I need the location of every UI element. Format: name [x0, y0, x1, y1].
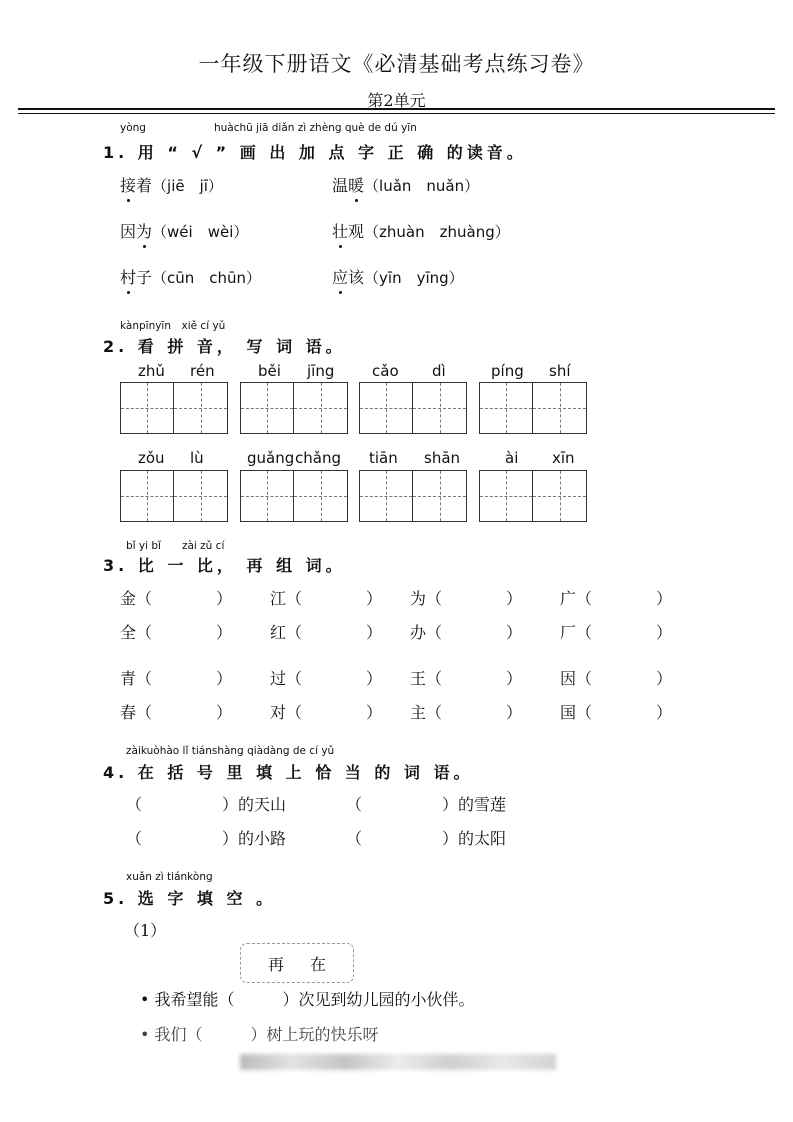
q5-cut-sentence: • 我们（ ）树上玩的快乐呀	[140, 1025, 379, 1044]
q1-item: 因为（wéi wèi）	[120, 219, 248, 242]
q2-word-pinyin: zhǔ	[138, 362, 165, 380]
q4-item: （ ）的雪莲	[346, 795, 507, 814]
q5-pinyin: xuǎn zì tiánkòng	[126, 871, 213, 883]
q5-part-label: （1）	[124, 921, 167, 940]
writing-cell[interactable]	[241, 471, 294, 521]
writing-cell[interactable]	[121, 471, 174, 521]
writing-cell[interactable]	[360, 471, 413, 521]
header-rule-thin	[18, 113, 775, 114]
writing-grid[interactable]	[240, 382, 348, 434]
q2-word-pinyin: píng	[491, 362, 524, 380]
writing-cell[interactable]	[533, 471, 586, 521]
q2-word-pinyin: běi	[258, 362, 281, 380]
q3-item: 办（ ）	[410, 623, 523, 642]
choice-word: 再	[267, 954, 284, 974]
q2-word-pinyin: lù	[190, 449, 204, 467]
writing-cell[interactable]	[121, 383, 174, 433]
writing-cell[interactable]	[533, 383, 586, 433]
q2-word-pinyin: rén	[190, 362, 215, 380]
q2-word-pinyin: guǎng	[247, 449, 295, 467]
writing-cell[interactable]	[174, 471, 227, 521]
writing-cell[interactable]	[480, 383, 533, 433]
q1-item: 温暖（luǎn nuǎn）	[332, 173, 479, 196]
q1-pinyin-a: yòng	[120, 122, 146, 134]
writing-cell[interactable]	[413, 383, 466, 433]
q1-pinyin-b: huàchū jiā diǎn zì zhèng què de dú yīn	[214, 122, 417, 134]
q4-item: （ ）的小路	[126, 829, 287, 848]
q3-item: 金（ ）	[120, 589, 233, 608]
writing-cell[interactable]	[241, 383, 294, 433]
q4-item: （ ）的天山	[126, 795, 287, 814]
q4-item: （ ）的太阳	[346, 829, 507, 848]
q3-item: 红（ ）	[270, 623, 383, 642]
q2-word-pinyin: shān	[424, 449, 461, 467]
q1-title: 1. 用 “ √ ” 画 出 加 点 字 正 确 的读音。	[103, 143, 527, 162]
q3-item: 春（ ）	[120, 703, 233, 722]
q3-item: 主（ ）	[410, 703, 523, 722]
q2-word-pinyin: jīng	[307, 362, 335, 380]
q3-item: 对（ ）	[270, 703, 383, 722]
blurred-footer	[240, 1054, 556, 1070]
writing-cell[interactable]	[360, 383, 413, 433]
q3-item: 因（ ）	[560, 669, 673, 688]
header-rule-thick	[18, 108, 775, 110]
q2-word-pinyin: zǒu	[138, 449, 165, 467]
q3-title: 3. 比 一 比， 再 组 词。	[103, 556, 346, 575]
document-title: 一年级下册语文《必清基础考点练习卷》	[198, 52, 595, 76]
q2-word-pinyin: tiān	[369, 449, 398, 467]
writing-cell[interactable]	[480, 471, 533, 521]
writing-grid[interactable]	[359, 382, 467, 434]
q3-item: 厂（ ）	[560, 623, 673, 642]
writing-cell[interactable]	[413, 471, 466, 521]
writing-cell[interactable]	[174, 383, 227, 433]
q5-sentence: • 我希望能（ ）次见到幼儿园的小伙伴。	[140, 990, 475, 1009]
q2-word-pinyin: shí	[549, 362, 571, 380]
q2-word-pinyin: ài	[505, 449, 519, 467]
q2-pinyin: kànpīnyīn xiě cí yǔ	[120, 320, 226, 332]
q3-item: 王（ ）	[410, 669, 523, 688]
q2-word-pinyin: chǎng	[295, 449, 341, 467]
q3-item: 为（ ）	[410, 589, 523, 608]
q1-item: 村子（cūn chūn）	[120, 265, 261, 288]
q5-title: 5. 选 字 填 空 。	[103, 889, 277, 908]
writing-grid[interactable]	[120, 382, 228, 434]
q3-item: 广（ ）	[560, 589, 673, 608]
q1-item: 应该（yīn yīng）	[332, 265, 464, 288]
q3-item: 全（ ）	[120, 623, 233, 642]
q2-word-pinyin: xīn	[552, 449, 575, 467]
q3-item: 青（ ）	[120, 669, 233, 688]
q1-item: 壮观（zhuàn zhuàng）	[332, 219, 510, 242]
q2-word-pinyin: dì	[432, 362, 446, 380]
writing-grid[interactable]	[120, 470, 228, 522]
q2-word-pinyin: cǎo	[372, 362, 399, 380]
unit-subtitle: 第2单元	[367, 91, 426, 110]
q2-title: 2. 看 拼 音， 写 词 语。	[103, 337, 346, 356]
writing-cell[interactable]	[294, 471, 347, 521]
q3-pinyin: bǐ yi bǐ zài zǔ cí	[126, 540, 225, 552]
writing-grid[interactable]	[479, 382, 587, 434]
q1-item: 接着（jiē jī）	[120, 173, 223, 196]
q4-pinyin: zàikuòhào lǐ tiánshàng qiàdàng de cí yǔ	[126, 745, 335, 757]
word-choice-box	[240, 943, 354, 983]
writing-grid[interactable]	[359, 470, 467, 522]
q4-title: 4. 在 括 号 里 填 上 恰 当 的 词 语。	[103, 763, 474, 782]
choice-word: 在	[310, 954, 327, 974]
q3-item: 过（ ）	[270, 669, 383, 688]
q3-item: 江（ ）	[270, 589, 383, 608]
writing-cell[interactable]	[294, 383, 347, 433]
writing-grid[interactable]	[240, 470, 348, 522]
q3-item: 国（ ）	[560, 703, 673, 722]
writing-grid[interactable]	[479, 470, 587, 522]
